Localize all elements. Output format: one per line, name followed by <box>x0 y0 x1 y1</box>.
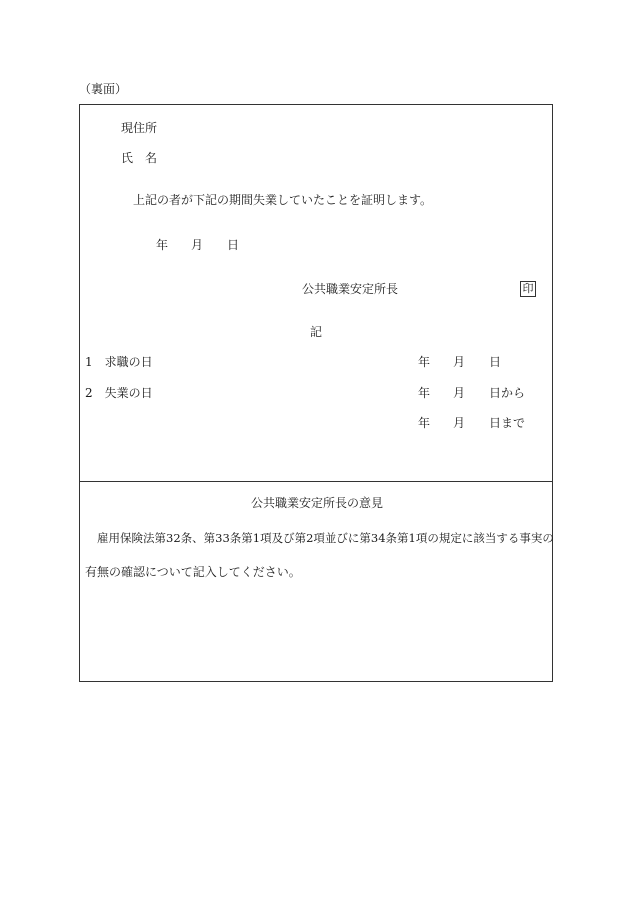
unemployment-from-day: 日から <box>489 386 526 400</box>
name-label: 氏 名 <box>121 151 158 165</box>
record-title: 記 <box>310 325 323 339</box>
opinion-instruction-line1: 雇用保険法第32条、第33条第1項及び第2項並びに第34条第1項の規定に該当する事実の <box>97 531 554 545</box>
seal-mark: 印 <box>520 281 536 297</box>
job-application-day: 日 <box>489 355 502 369</box>
job-application-date-label: 1 求職の日 <box>85 355 153 369</box>
section-divider <box>79 481 553 482</box>
unemployment-date-label: 2 失業の日 <box>85 386 153 400</box>
job-application-month: 月 <box>453 355 466 369</box>
address-label: 現住所 <box>121 121 158 135</box>
date-day-label: 日 <box>227 238 240 252</box>
date-year-label: 年 <box>156 238 169 252</box>
job-application-year: 年 <box>418 355 431 369</box>
unemployment-from-year: 年 <box>418 386 431 400</box>
page-side-label: （裏面） <box>79 82 128 96</box>
certification-statement: 上記の者が下記の期間失業していたことを証明します。 <box>133 193 433 207</box>
unemployment-until-month: 月 <box>453 416 466 430</box>
opinion-instruction-line2: 有無の確認について記入してください。 <box>85 565 301 579</box>
issuer-title: 公共職業安定所長 <box>302 282 399 296</box>
unemployment-until-year: 年 <box>418 416 431 430</box>
date-month-label: 月 <box>191 238 204 252</box>
opinion-title: 公共職業安定所長の意見 <box>251 496 384 510</box>
unemployment-from-month: 月 <box>453 386 466 400</box>
unemployment-until-day: 日まで <box>489 416 526 430</box>
